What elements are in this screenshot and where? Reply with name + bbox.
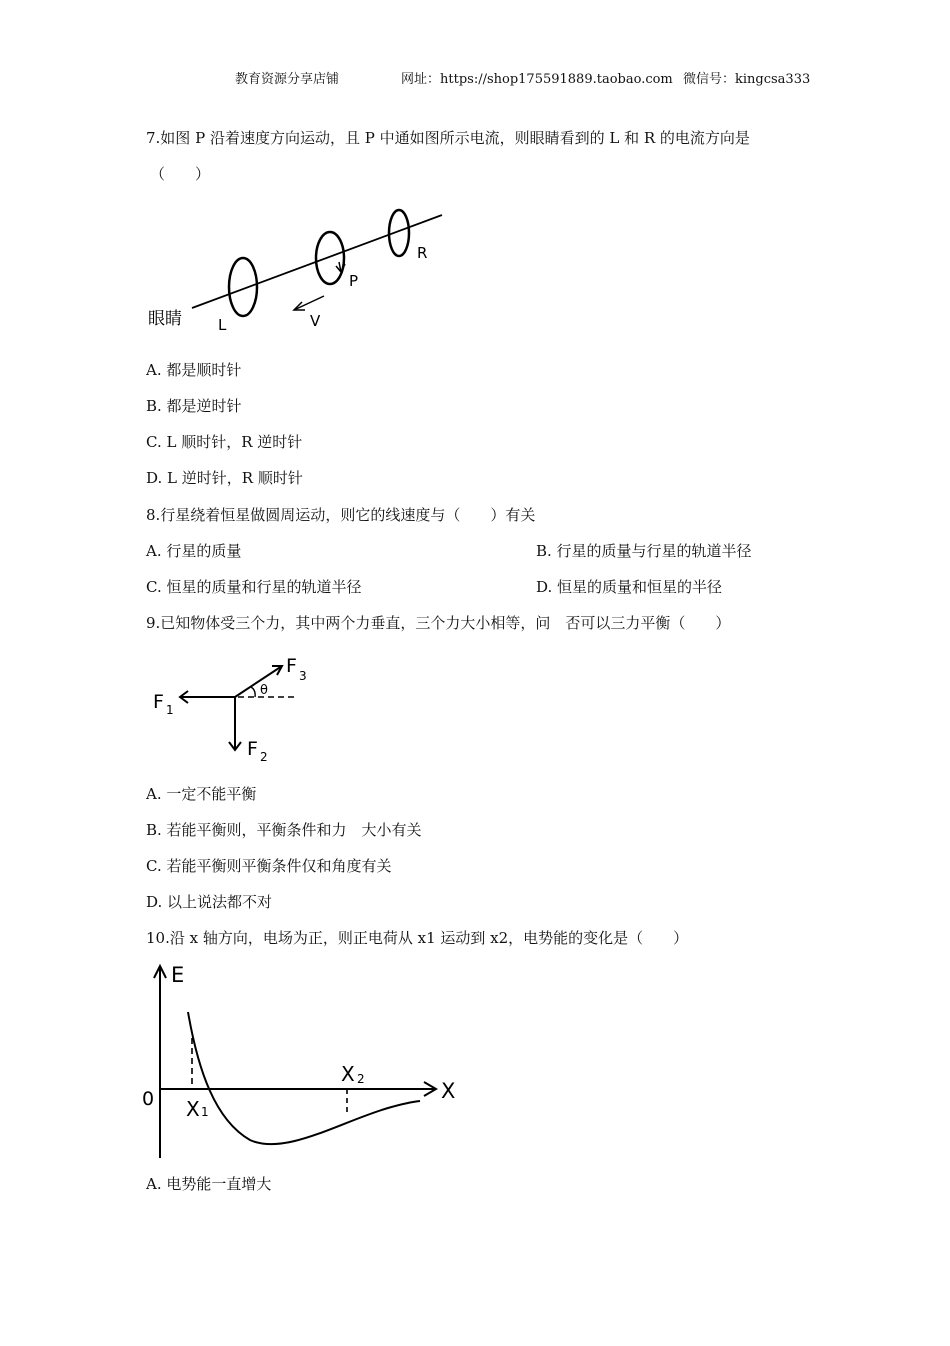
q7-paren: （ ） bbox=[150, 165, 211, 183]
ring-P bbox=[316, 232, 344, 284]
label-X2: X bbox=[341, 1062, 355, 1086]
q10-option-a: A. 电势能一直增大 bbox=[146, 1175, 272, 1193]
ring-L bbox=[229, 258, 257, 316]
label-F2: F bbox=[247, 738, 258, 760]
label-F3: F bbox=[286, 655, 297, 677]
velocity-arrow bbox=[294, 296, 324, 310]
q7-option-d: D. L 逆时针，R 顺时针 bbox=[146, 469, 303, 487]
q10-stem: 10.沿 x 轴方向，电场为正，则正电荷从 x1 运动到 x2，电势能的变化是（ ） bbox=[146, 929, 689, 947]
q9-stem: 9.已知物体受三个力，其中两个力垂直，三个力大小相等，问 否可以三力平衡（ ） bbox=[146, 614, 731, 632]
q8-option-b: B. 行星的质量与行星的轨道半径 bbox=[536, 542, 752, 560]
q7-option-b: B. 都是逆时针 bbox=[146, 397, 242, 415]
q8-option-d: D. 恒星的质量和恒星的半径 bbox=[536, 578, 723, 596]
q7-figure bbox=[140, 200, 460, 340]
label-V: V bbox=[310, 312, 321, 330]
label-L: L bbox=[218, 316, 227, 334]
label-R: R bbox=[417, 244, 428, 262]
label-eye: 眼睛 bbox=[148, 309, 182, 329]
field-curve bbox=[188, 1012, 420, 1144]
header-url[interactable]: 网址：https://shop175591889.taobao.com bbox=[401, 72, 673, 87]
label-origin: 0 bbox=[142, 1088, 155, 1110]
label-F3-sub: 3 bbox=[299, 669, 307, 683]
page-header bbox=[0, 68, 950, 88]
label-X1: X bbox=[186, 1097, 200, 1121]
label-F1-sub: 1 bbox=[166, 703, 174, 717]
label-F1: F bbox=[153, 691, 164, 713]
label-E: E bbox=[171, 963, 185, 987]
q7-option-a: A. 都是顺时针 bbox=[146, 361, 242, 379]
q7-stem: 7.如图 P 沿着速度方向运动，且 P 中通如图所示电流，则眼睛看到的 L 和 R 的电流方向是 bbox=[146, 129, 750, 147]
force-f3-line bbox=[235, 666, 282, 697]
label-X1-sub: 1 bbox=[201, 1105, 209, 1119]
label-P: P bbox=[349, 272, 359, 290]
q9-option-c: C. 若能平衡则平衡条件仅和角度有关 bbox=[146, 857, 392, 875]
header-shop: 教育资源分享店铺 bbox=[235, 72, 340, 87]
q9-figure bbox=[150, 650, 320, 770]
q9-option-d: D. 以上说法都不对 bbox=[146, 893, 273, 911]
q9-option-a: A. 一定不能平衡 bbox=[146, 785, 257, 803]
header-wechat: 微信号：kingcsa333 bbox=[683, 72, 811, 87]
q8-option-c: C. 恒星的质量和行星的轨道半径 bbox=[146, 578, 362, 596]
label-X-axis: X bbox=[441, 1079, 456, 1103]
q8-stem: 8.行星绕着恒星做圆周运动，则它的线速度与（ ）有关 bbox=[146, 506, 536, 524]
label-X2-sub: 2 bbox=[357, 1072, 365, 1086]
q7-option-c: C. L 顺时针，R 逆时针 bbox=[146, 433, 303, 451]
q8-option-a: A. 行星的质量 bbox=[146, 542, 242, 560]
angle-arc bbox=[251, 687, 255, 697]
label-theta: θ bbox=[260, 683, 268, 698]
q9-option-b: B. 若能平衡则，平衡条件和力 大小有关 bbox=[146, 821, 422, 839]
label-F2-sub: 2 bbox=[260, 750, 268, 764]
q10-figure bbox=[140, 960, 470, 1165]
